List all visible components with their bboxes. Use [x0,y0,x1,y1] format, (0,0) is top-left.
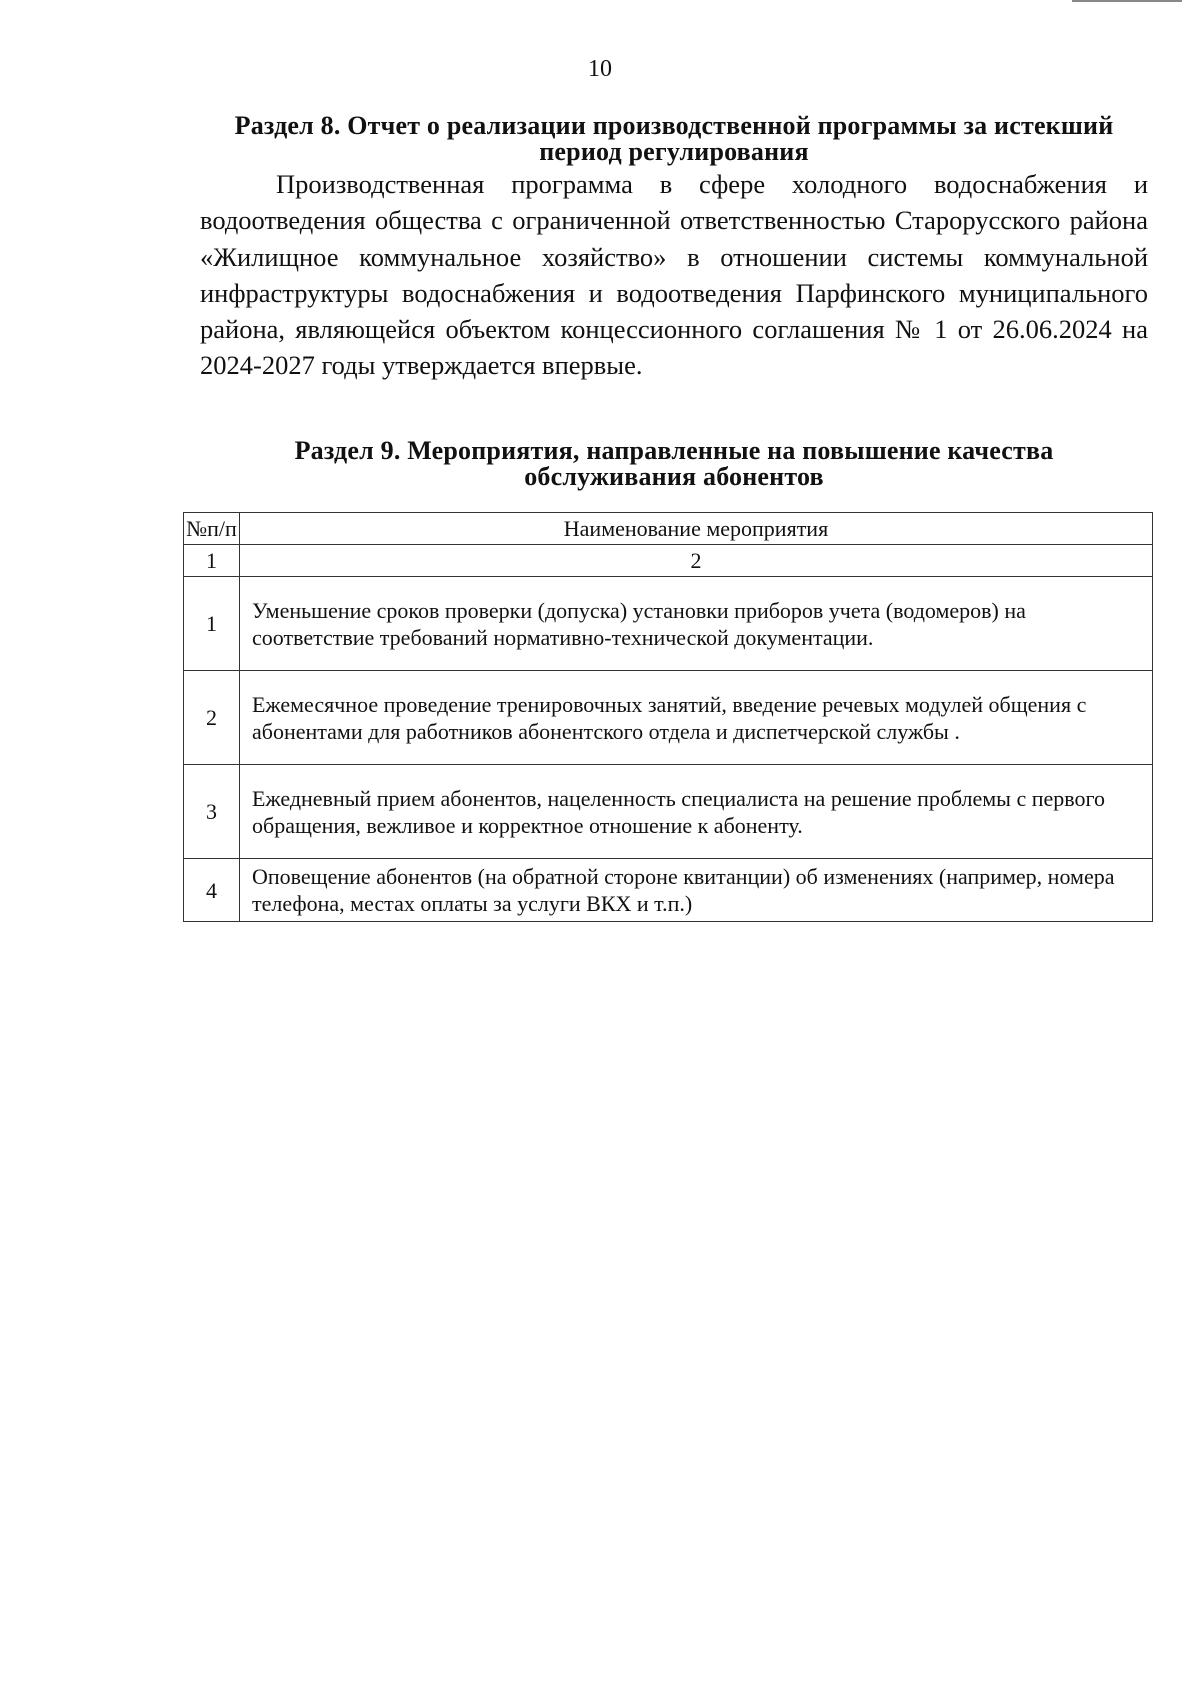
table-row [184,765,1153,859]
row-num-cell: 4 [184,859,240,922]
table-row [184,577,1153,671]
measures-table [183,512,1153,922]
section-9-heading-line-2: обслуживания абонентов [524,462,824,491]
header-name-cell: Наименование мероприятия [240,513,1153,545]
page-number: 10 [588,56,612,82]
row-name-cell: Ежедневный прием абонентов, нацеленность специалиста на решение проблемы с первого обращения, вежливое и корректное отношение к абоненту. [240,765,1153,859]
section-8-heading-line-2: период регулирования [539,137,809,166]
row-name-cell: Оповещение абонентов (на обратной стороне квитанции) об изменениях (например, номера телефона, местах оплаты за услуги ВКХ и т.п.) [240,859,1153,922]
section-9-heading-line-1: Раздел 9. Мероприятия, направленные на повышение качества [294,436,1054,465]
table-index-row [184,545,1153,577]
row-num-cell: 1 [184,577,240,671]
section-8-heading [200,113,1148,165]
scan-corner-mark [1072,0,1182,2]
index-name-cell: 2 [240,545,1153,577]
row-name-cell: Уменьшение сроков проверки (допуска) установки приборов учета (водомеров) на соответствие требований нормативно-технической документации. [240,577,1153,671]
row-num-cell: 2 [184,671,240,765]
section-9-heading [200,438,1148,490]
header-num-cell: №п/п [184,513,240,545]
table-row [184,859,1153,922]
section-8-heading-line-1: Раздел 8. Отчет о реализации производственной программы за истекший [234,111,1114,140]
section-8-paragraph: Производственная программа в сфере холодного водоснабжения и водоотведения общества с ограниченной ответственностью Старорусского района «Жилищное коммунальное хозяйство» в отношении системы коммунальной инфраструктуры водоснабжения и водоотведения Парфинского муниципального района, являющейся объектом концессионного соглашения № 1 от 26.06.2024 на 2024-2027 годы утверждается впервые. [200,169,1148,381]
row-num-cell: 3 [184,765,240,859]
table-row [184,671,1153,765]
index-num-cell: 1 [184,545,240,577]
row-name-cell: Ежемесячное проведение тренировочных занятий, введение речевых модулей общения с абонентами для работников абонентского отдела и диспетчерской службы . [240,671,1153,765]
table-header-row [184,513,1153,545]
